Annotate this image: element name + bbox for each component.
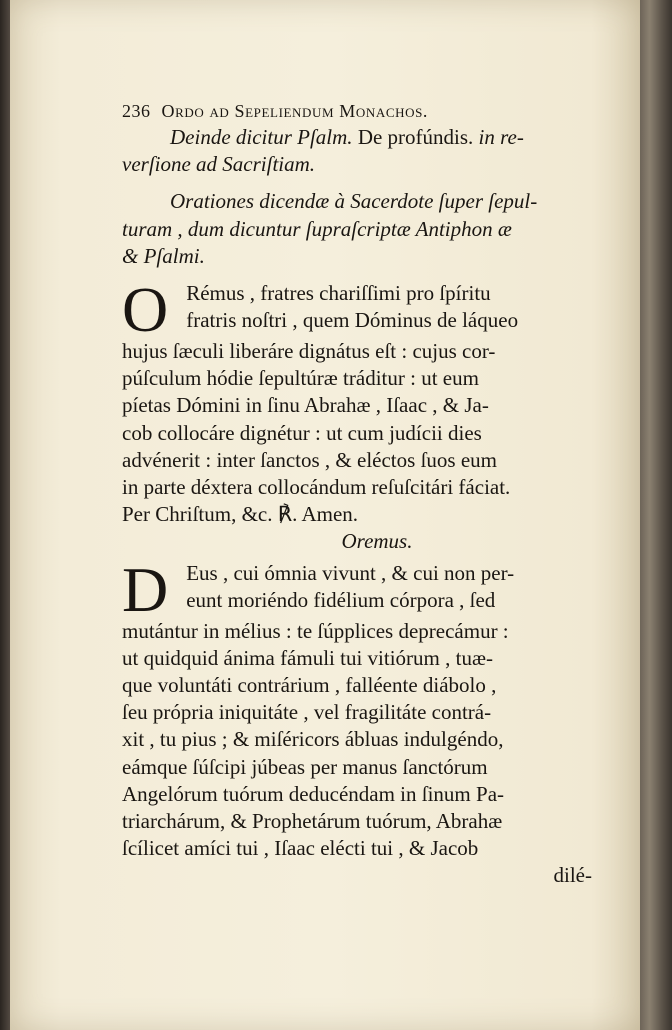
prayer-oremus-fratres <box>122 274 592 528</box>
prayer-line: eunt moriéndo fidélium córpora , ſed <box>186 587 496 612</box>
intro-line2: verſione ad Sacriſtiam. <box>122 152 316 177</box>
prayer-line: Rémus , fratres chariſſimi pro ſpíritu <box>186 281 491 306</box>
prayer-line: Angelórum tuórum deducéndam in ſinum Pa- <box>122 781 505 806</box>
page-text <box>122 98 592 890</box>
running-title: Ordo ad Sepeliendum Monachos. <box>161 101 429 121</box>
intro-italic-end: in re- <box>478 125 524 149</box>
running-header <box>122 98 592 124</box>
prayer-line: hujus ſæculi liberáre dignátus eſt : cujus cor- <box>122 339 496 364</box>
prayer-line: triarchárum, & Prophetárum tuórum, Abrahæ <box>122 809 503 834</box>
catchword: dilé- <box>553 863 592 888</box>
prayer-line: ut quidquid ánima fámuli tui vitiórum , tuæ- <box>122 645 493 670</box>
page-edge <box>640 0 672 1030</box>
rubric-line: Orationes dicendæ à Sacerdote ſuper ſepul- <box>170 189 538 214</box>
orationes-rubric <box>122 188 592 270</box>
drop-cap: D <box>122 553 169 625</box>
oremus-heading: Oremus. <box>341 529 413 554</box>
prayer-line: píetas Dómini in ſinu Abrahæ , Iſaac , & Ja- <box>122 393 489 418</box>
page-number: 236 <box>122 101 151 121</box>
intro-rubric <box>122 124 592 151</box>
prayer-line: mutántur in mélius : te ſúpplices deprecámur : <box>122 618 509 643</box>
prayer-line: advénerit : inter ſanctos , & eléctos ſuos eum <box>122 447 497 472</box>
intro-psalm: De profúndis. <box>357 125 474 149</box>
rubric-line: & Pſalmi. <box>122 243 205 268</box>
prayer-deus <box>122 553 592 863</box>
prayer-line: fratris noſtri , quem Dóminus de láqueo <box>186 308 519 333</box>
prayer-line: Eus , cui ómnia vivunt , & cui non per- <box>186 560 515 585</box>
prayer-line: que voluntáti contrárium , falléente diábolo , <box>122 673 497 698</box>
prayer-line: xit , tu pius ; & miſéricors ábluas indulgéndo, <box>122 727 504 752</box>
prayer-line: ſeu própria iniquitáte , vel fragilitáte contrá- <box>122 700 492 725</box>
rubric-line: turam , dum dicuntur ſupraſcriptæ Antiphon æ <box>122 216 512 241</box>
prayer-line: ſcílicet amíci tui , Iſaac elécti tui , & Jacob <box>122 836 479 861</box>
prayer-line: púſculum hódie ſepultúræ tráditur : ut eum <box>122 366 479 391</box>
drop-cap: O <box>122 274 169 346</box>
prayer-line: eámque ſúſcipi júbeas per manus ſanctórum <box>122 754 488 779</box>
prayer-line: Per Chriſtum, &c. ℟. Amen. <box>122 502 359 527</box>
prayer-line: cob collocáre dignétur : ut cum judícii dies <box>122 420 482 445</box>
prayer-line: in parte déxtera collocándum reſuſcitári fáciat. <box>122 475 511 500</box>
intro-italic: Deinde dicitur Pſalm. <box>170 125 353 149</box>
